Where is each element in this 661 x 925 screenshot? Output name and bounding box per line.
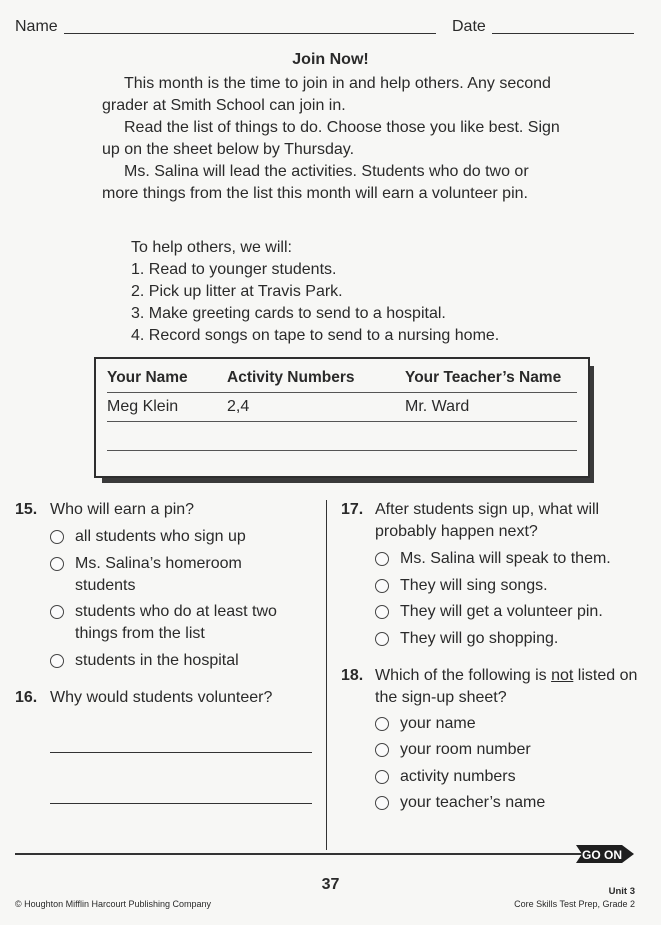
list-intro: To help others, we will: — [131, 239, 292, 256]
list-item: 2. Pick up litter at Travis Park. — [131, 283, 343, 300]
passage-title: Join Now! — [292, 51, 369, 68]
passage-body — [102, 73, 562, 205]
activity-list — [131, 237, 499, 347]
name-line[interactable] — [64, 33, 436, 34]
q17-option-b-bubble[interactable] — [375, 579, 389, 593]
q18-option-a-bubble[interactable] — [375, 717, 389, 731]
page-number: 37 — [321, 876, 340, 893]
footer-rule — [15, 853, 585, 855]
list-item: 3. Make greeting cards to send to a hospital. — [131, 305, 446, 322]
header-divider — [107, 392, 577, 393]
q18-text-underlined: not — [551, 667, 574, 684]
q18-text — [375, 665, 645, 709]
q18-option-a[interactable]: your name — [400, 715, 476, 732]
q18-option-b-bubble[interactable] — [375, 743, 389, 757]
q16-text: Why would students volunteer? — [50, 689, 273, 706]
book-title: Core Skills Test Prep, Grade 2 — [514, 899, 635, 909]
blank-row-line[interactable] — [107, 450, 577, 451]
list-item: 4. Record songs on tape to send to a nursing home. — [131, 327, 500, 344]
q15-text: Who will earn a pin? — [50, 501, 195, 518]
header-your-name: Your Name — [107, 369, 188, 386]
cell-name: Meg Klein — [107, 398, 179, 415]
cell-activity-numbers: 2,4 — [227, 398, 250, 415]
q17-text: After students sign up, what will probably happen next? — [375, 501, 600, 540]
q15-option-a[interactable]: all students who sign up — [75, 528, 246, 545]
signup-sheet — [94, 357, 590, 478]
go-on-arrow-icon — [576, 842, 636, 866]
date-label: Date — [452, 18, 486, 35]
q16-number: 16. — [15, 689, 38, 706]
q18-option-c-bubble[interactable] — [375, 770, 389, 784]
q15-option-a-bubble[interactable] — [50, 530, 64, 544]
q17-option-d[interactable]: They will go shopping. — [400, 630, 559, 647]
q17-option-a-bubble[interactable] — [375, 552, 389, 566]
header-teacher-name: Your Teacher’s Name — [405, 369, 562, 386]
q17-option-b[interactable]: They will sing songs. — [400, 577, 548, 594]
q18-option-b[interactable]: your room number — [400, 741, 531, 758]
q18-number: 18. — [341, 667, 364, 684]
q15-option-d[interactable]: students in the hospital — [75, 652, 239, 669]
go-on-label: GO ON — [581, 848, 623, 862]
q15-option-b[interactable]: Ms. Salina’s homeroom students — [75, 555, 242, 594]
q18-option-d[interactable]: your teacher’s name — [400, 794, 546, 811]
q18-text-before: Which of the following is — [375, 667, 552, 684]
q16-answer-line-1[interactable] — [50, 752, 312, 753]
q17-option-c-bubble[interactable] — [375, 605, 389, 619]
copyright: © Houghton Mifflin Harcourt Publishing Company — [15, 899, 212, 909]
column-divider — [326, 500, 327, 850]
passage-paragraph-3: Ms. Salina will lead the activities. Students who do two or more things from the list this month will earn a volunteer pin. — [102, 163, 529, 202]
passage-paragraph-1: This month is the time to join in and help others. Any second grader at Smith School can join in. — [102, 75, 551, 114]
q17-number: 17. — [341, 501, 364, 518]
q17-option-d-bubble[interactable] — [375, 632, 389, 646]
cell-teacher: Mr. Ward — [405, 398, 470, 415]
date-line[interactable] — [492, 33, 634, 34]
q17-option-a[interactable]: Ms. Salina will speak to them. — [400, 550, 611, 567]
q15-option-d-bubble[interactable] — [50, 654, 64, 668]
q16-answer-line-2[interactable] — [50, 803, 312, 804]
passage-paragraph-2: Read the list of things to do. Choose those you like best. Sign up on the sheet below by Thursday. — [102, 119, 560, 158]
q17-option-c[interactable]: They will get a volunteer pin. — [400, 603, 603, 620]
list-item: 1. Read to younger students. — [131, 261, 337, 278]
q18-text-after: listed on the sign-up sheet? — [375, 667, 638, 706]
q15-option-c-bubble[interactable] — [50, 605, 64, 619]
unit-label: Unit 3 — [608, 886, 635, 897]
name-label: Name — [15, 18, 58, 35]
q15-option-c[interactable]: students who do at least two things from the list — [75, 603, 277, 642]
q15-number: 15. — [15, 501, 38, 518]
q18-option-c[interactable]: activity numbers — [400, 768, 516, 785]
q18-option-d-bubble[interactable] — [375, 796, 389, 810]
header-activity-numbers: Activity Numbers — [227, 369, 355, 386]
q15-option-b-bubble[interactable] — [50, 557, 64, 571]
row-divider — [107, 421, 577, 422]
